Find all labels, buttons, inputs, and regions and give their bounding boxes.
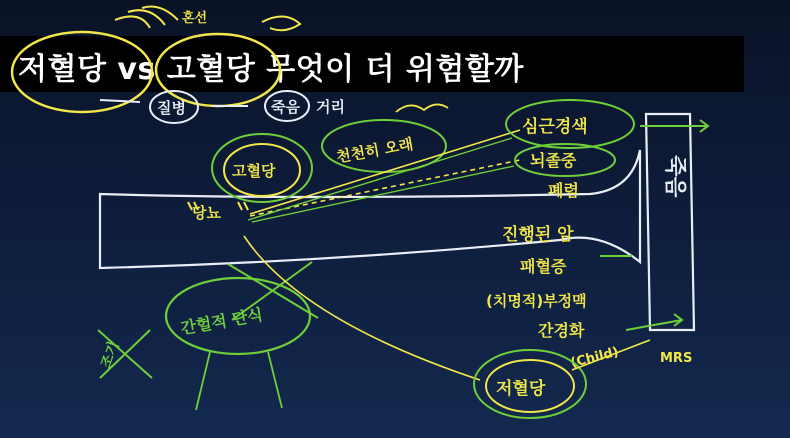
- cardio-text: 심근경색: [522, 117, 588, 137]
- side-note-text: 조기: [98, 339, 123, 371]
- death-text: 죽음: [271, 98, 300, 116]
- right-death-text: 죽음: [662, 155, 687, 198]
- top-scribble-text: 혼선: [182, 11, 208, 26]
- distance-text: 거리: [316, 98, 345, 116]
- stroke-text: 뇌졸중: [530, 151, 577, 170]
- mrs-text: MRS: [660, 351, 693, 366]
- hypo-text: 저혈당: [496, 379, 546, 399]
- disease-text: 질병: [157, 99, 186, 117]
- arrhythmia-text: (치명적)부정맥: [486, 292, 587, 310]
- top-scribble-lines: [115, 7, 178, 29]
- hyper-text: 고혈당: [232, 162, 276, 180]
- arrow-to-disease: [100, 100, 140, 102]
- liver-text: 간헐적 단식: [179, 304, 265, 338]
- title-circle-high: [156, 34, 280, 106]
- slide-title: 저혈당 vs 고혈당 무엇이 더 위험할까: [18, 52, 524, 87]
- child-text: (Child): [569, 344, 621, 372]
- sepsis-text: 패혈증: [520, 257, 567, 276]
- diabetes-text: 당뇨: [192, 204, 221, 222]
- arrow-green-low: [626, 314, 682, 330]
- cirrhosis-text: 간경화: [538, 321, 585, 340]
- gradual-text: 천천히 오래: [334, 134, 415, 167]
- kidney-text: 폐렴: [548, 181, 579, 200]
- top-right-swirl: [262, 16, 300, 30]
- link-green-2: [252, 166, 514, 222]
- arrow-green-top: [640, 120, 708, 132]
- liver-legs: [196, 352, 282, 410]
- death-box: [646, 114, 694, 330]
- cancer-text: 진행된 암: [502, 225, 574, 245]
- link-hypo: [244, 236, 480, 380]
- wave-above-gradual: [396, 104, 448, 112]
- title-circle-low: [12, 32, 152, 112]
